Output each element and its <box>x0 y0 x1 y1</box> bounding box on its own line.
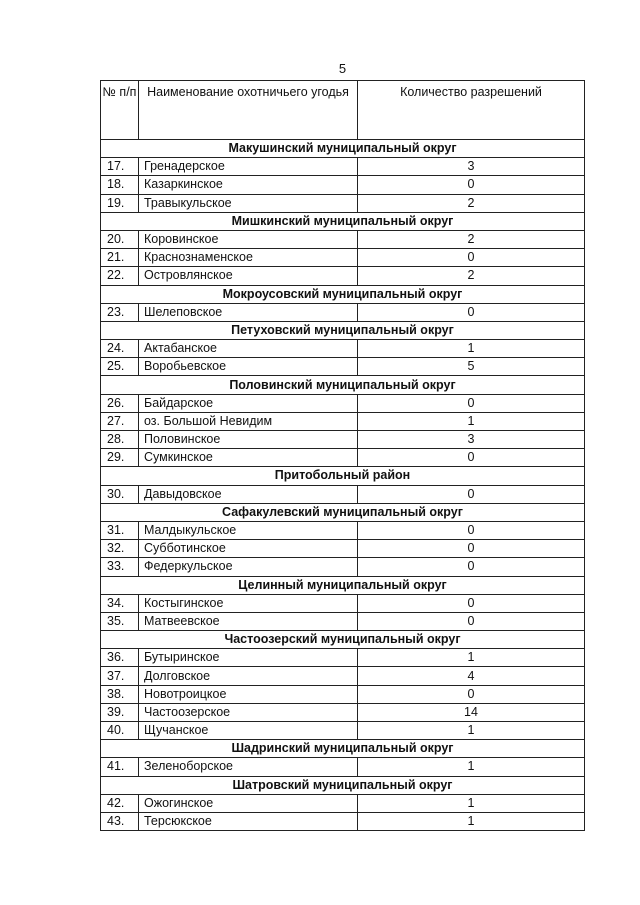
permit-count: 14 <box>358 703 585 721</box>
table-row <box>101 394 585 412</box>
table-row <box>101 758 585 776</box>
row-number: 27. <box>101 412 139 430</box>
row-number: 41. <box>101 758 139 776</box>
group-title: Шатровский муниципальный округ <box>101 776 585 794</box>
permit-count: 0 <box>358 558 585 576</box>
table-row <box>101 340 585 358</box>
row-number: 17. <box>101 158 139 176</box>
table-row <box>101 358 585 376</box>
permit-count: 0 <box>358 594 585 612</box>
row-number: 34. <box>101 594 139 612</box>
group-title: Мишкинский муниципальный округ <box>101 212 585 230</box>
table-row <box>101 667 585 685</box>
table-row <box>101 303 585 321</box>
row-number: 22. <box>101 267 139 285</box>
group-title: Шадринский муниципальный округ <box>101 740 585 758</box>
permit-count: 3 <box>358 158 585 176</box>
group-title: Мокроусовский муниципальный округ <box>101 285 585 303</box>
permit-count: 0 <box>358 685 585 703</box>
row-number: 32. <box>101 540 139 558</box>
hunting-ground-name: Терсюкское <box>139 812 358 830</box>
row-number: 28. <box>101 431 139 449</box>
row-number: 33. <box>101 558 139 576</box>
group-header-row <box>101 285 585 303</box>
row-number: 38. <box>101 685 139 703</box>
permit-count: 0 <box>358 394 585 412</box>
permit-count: 0 <box>358 612 585 630</box>
group-header-row <box>101 212 585 230</box>
permit-count: 0 <box>358 540 585 558</box>
hunting-ground-name: Федеркульское <box>139 558 358 576</box>
group-title: Целинный муниципальный округ <box>101 576 585 594</box>
row-number: 31. <box>101 521 139 539</box>
permit-count: 3 <box>358 431 585 449</box>
table-header-row <box>101 81 585 140</box>
group-header-row <box>101 503 585 521</box>
page-number: 5 <box>338 61 347 76</box>
permit-count: 0 <box>358 485 585 503</box>
row-number: 43. <box>101 812 139 830</box>
table-row <box>101 540 585 558</box>
table-body <box>101 140 585 831</box>
row-number: 39. <box>101 703 139 721</box>
permit-count: 1 <box>358 412 585 430</box>
header-num: № п/п <box>101 81 139 140</box>
table-row <box>101 521 585 539</box>
table-row <box>101 612 585 630</box>
row-number: 42. <box>101 794 139 812</box>
hunting-ground-name: Шелеповское <box>139 303 358 321</box>
table-row <box>101 794 585 812</box>
permit-count: 1 <box>358 340 585 358</box>
permit-count: 0 <box>358 521 585 539</box>
group-header-row <box>101 631 585 649</box>
table-row <box>101 158 585 176</box>
hunting-ground-name: Щучанское <box>139 722 358 740</box>
row-number: 24. <box>101 340 139 358</box>
hunting-ground-name: Сумкинское <box>139 449 358 467</box>
table-row <box>101 249 585 267</box>
table-row <box>101 812 585 830</box>
row-number: 40. <box>101 722 139 740</box>
group-title: Макушинский муниципальный округ <box>101 140 585 158</box>
permit-count: 0 <box>358 449 585 467</box>
permits-table <box>100 80 585 831</box>
hunting-ground-name: Половинское <box>139 431 358 449</box>
permit-count: 1 <box>358 794 585 812</box>
table-row <box>101 449 585 467</box>
hunting-ground-name: Новотроицкое <box>139 685 358 703</box>
hunting-ground-name: Коровинское <box>139 230 358 248</box>
hunting-ground-name: Субботинское <box>139 540 358 558</box>
table-row <box>101 722 585 740</box>
group-header-row <box>101 576 585 594</box>
group-title: Частоозерский муниципальный округ <box>101 631 585 649</box>
hunting-ground-name: Краснознаменское <box>139 249 358 267</box>
row-number: 25. <box>101 358 139 376</box>
table-row <box>101 267 585 285</box>
hunting-ground-name: Ожогинское <box>139 794 358 812</box>
hunting-ground-name: Казаркинское <box>139 176 358 194</box>
hunting-ground-name: Байдарское <box>139 394 358 412</box>
permit-count: 1 <box>358 722 585 740</box>
group-title: Притобольный район <box>101 467 585 485</box>
table-row <box>101 431 585 449</box>
hunting-ground-name: Костыгинское <box>139 594 358 612</box>
hunting-ground-name: Давыдовское <box>139 485 358 503</box>
header-qty: Количество разрешений <box>358 81 585 140</box>
table-row <box>101 558 585 576</box>
group-header-row <box>101 467 585 485</box>
hunting-ground-name: Долговское <box>139 667 358 685</box>
group-header-row <box>101 776 585 794</box>
permit-count: 1 <box>358 649 585 667</box>
permit-count: 2 <box>358 230 585 248</box>
table-row <box>101 412 585 430</box>
permit-count: 0 <box>358 303 585 321</box>
table-row <box>101 485 585 503</box>
table-row <box>101 194 585 212</box>
table-row <box>101 176 585 194</box>
row-number: 36. <box>101 649 139 667</box>
row-number: 21. <box>101 249 139 267</box>
hunting-ground-name: Бутыринское <box>139 649 358 667</box>
row-number: 20. <box>101 230 139 248</box>
table-row <box>101 594 585 612</box>
group-header-row <box>101 140 585 158</box>
row-number: 35. <box>101 612 139 630</box>
hunting-ground-name: Травыкульское <box>139 194 358 212</box>
hunting-ground-name: Частоозерское <box>139 703 358 721</box>
group-title: Сафакулевский муниципальный округ <box>101 503 585 521</box>
row-number: 37. <box>101 667 139 685</box>
permit-count: 1 <box>358 812 585 830</box>
table-row <box>101 649 585 667</box>
table-row <box>101 230 585 248</box>
permit-count: 0 <box>358 249 585 267</box>
row-number: 18. <box>101 176 139 194</box>
row-number: 29. <box>101 449 139 467</box>
permit-count: 5 <box>358 358 585 376</box>
hunting-ground-name: Гренадерское <box>139 158 358 176</box>
group-header-row <box>101 376 585 394</box>
permit-count: 1 <box>358 758 585 776</box>
hunting-ground-name: Зеленоборское <box>139 758 358 776</box>
header-name: Наименование охотничьего угодья <box>139 81 358 140</box>
row-number: 30. <box>101 485 139 503</box>
group-title: Петуховский муниципальный округ <box>101 321 585 339</box>
hunting-ground-name: Островлянское <box>139 267 358 285</box>
row-number: 19. <box>101 194 139 212</box>
hunting-ground-name: Воробьевское <box>139 358 358 376</box>
permit-count: 4 <box>358 667 585 685</box>
row-number: 26. <box>101 394 139 412</box>
permit-count: 2 <box>358 267 585 285</box>
table-row <box>101 685 585 703</box>
table-row <box>101 703 585 721</box>
hunting-ground-name: Матвеевское <box>139 612 358 630</box>
hunting-ground-name: оз. Большой Невидим <box>139 412 358 430</box>
hunting-ground-name: Малдыкульское <box>139 521 358 539</box>
group-header-row <box>101 740 585 758</box>
group-title: Половинский муниципальный округ <box>101 376 585 394</box>
permit-count: 2 <box>358 194 585 212</box>
row-number: 23. <box>101 303 139 321</box>
permit-count: 0 <box>358 176 585 194</box>
group-header-row <box>101 321 585 339</box>
hunting-ground-name: Актабанское <box>139 340 358 358</box>
